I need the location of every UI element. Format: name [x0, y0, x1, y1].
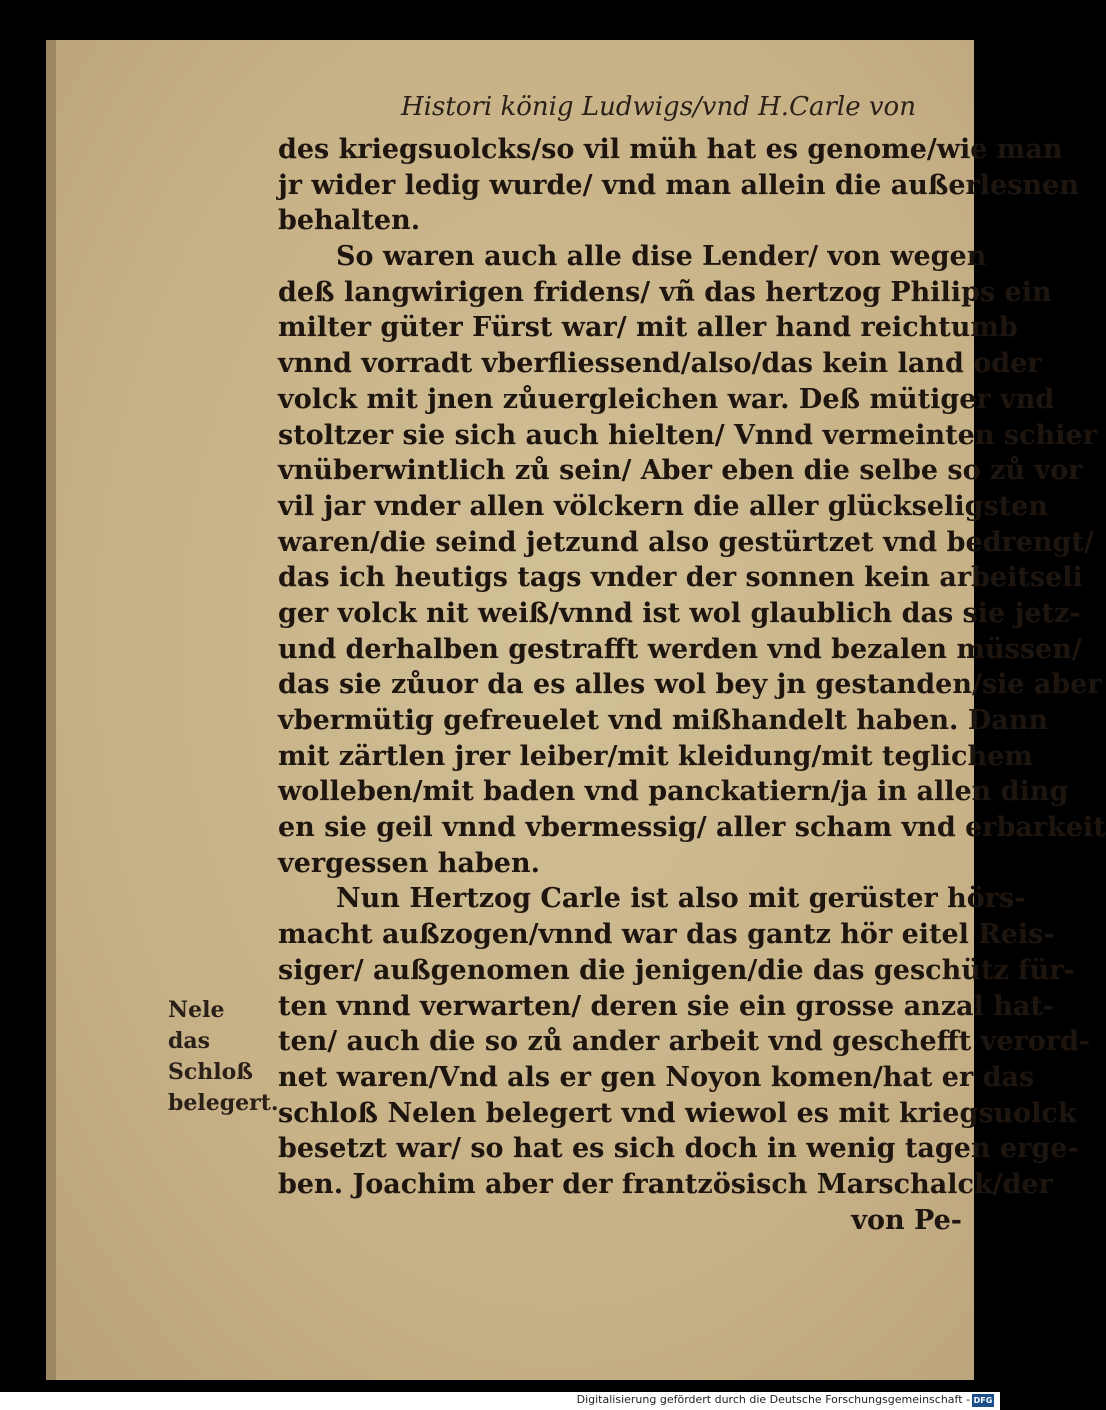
text-line: jr wider ledig wurde/ vnd man allein die außerlesnen — [278, 169, 1079, 201]
text-line: vbermütig gefreuelet vnd mißhandelt haben. Dann — [278, 705, 1049, 736]
catchword: von Pe- — [851, 1204, 962, 1236]
text-line: ten vnnd verwarten/ deren sie ein grosse anzal hat- — [278, 990, 1054, 1022]
text-line: So waren auch alle dise Lender/ von wegen — [336, 241, 987, 273]
text-line: ten/ auch die so zů ander arbeit vnd geschefft verord- — [278, 1026, 1091, 1058]
text-line: Nun Hertzog Carle ist also mit gerüster hörs- — [336, 883, 1026, 915]
margin-note-line: belegert. — [168, 1090, 279, 1116]
text-line: ger volck nit weiß/vnnd ist wol glaublich das sie jetz- — [278, 597, 1081, 629]
text-line: vergessen haben. — [278, 847, 540, 879]
text-line: en sie geil vnnd vbermessig/ aller scham vnd erbarkeit — [278, 812, 1106, 844]
text-line: und derhalben gestrafft werden vnd bezalen müssen/ — [278, 633, 1082, 665]
text-line: vnnd vorradt vberfliessend/also/das kein land oder — [278, 348, 1042, 380]
text-line: besetzt war/ so hat es sich doch in wenig tagen erge- — [278, 1133, 1079, 1165]
margin-note-line: Nele das — [168, 997, 225, 1054]
main-text — [278, 132, 1106, 1238]
text-line: vnüberwintlich zů sein/ Aber eben die selbe so zů vor — [278, 455, 1083, 487]
text-line: vil jar vnder allen völckern die aller glückseligsten — [278, 490, 1048, 522]
text-line: macht außzogen/vnnd war das gantz hör eitel Reis- — [278, 919, 1055, 951]
margin-note-line: Schloß — [168, 1059, 254, 1085]
text-line: das sie zůuor da es alles wol bey jn gestanden/sie aber — [278, 669, 1102, 701]
text-line: milter güter Fürst war/ mit aller hand reichtumb — [278, 312, 1018, 344]
margin-note — [168, 995, 279, 1119]
funding-notice: Digitalisierung gefördert durch die Deutsche Forschungsgemeinschaft - — [576, 1393, 970, 1406]
dfg-logo-icon: DFG — [973, 1396, 993, 1405]
book-page — [46, 40, 1106, 1380]
text-line: stoltzer sie sich auch hielten/ Vnnd vermeinten schier — [278, 419, 1097, 451]
text-line: schloß Nelen belegert vnd wiewol es mit kriegsuolck — [278, 1097, 1077, 1129]
text-line: das ich heutigs tags vnder der sonnen kein arbeitseli — [278, 562, 1083, 594]
text-line: ben. Joachim aber der frantzösisch Marschalck/der — [278, 1168, 1053, 1200]
text-line: siger/ außgenomen die jenigen/die das geschütz für- — [278, 954, 1075, 986]
text-line: deß langwirigen fridens/ vñ das hertzog Philips ein — [278, 276, 1052, 308]
text-line: wolleben/mit baden vnd panckatiern/ja in allen ding — [278, 776, 1069, 808]
text-line: des kriegsuolcks/so vil müh hat es genome/wie man — [278, 134, 1063, 165]
running-head: Histori könig Ludwigs/vnd H.Carle von — [401, 92, 916, 122]
text-line: behalten. — [278, 205, 421, 237]
text-line: mit zärtlen jrer leiber/mit kleidung/mit teglichem — [278, 740, 1033, 772]
page-edge — [46, 40, 56, 1380]
text-line: net waren/Vnd als er gen Noyon komen/hat er das — [278, 1061, 1035, 1093]
text-line: volck mit jnen zůuergleichen war. Deß mütiger vnd — [278, 383, 1055, 415]
footer-bar — [0, 1392, 1000, 1410]
text-line: waren/die seind jetzund also gestürtzet vnd bedrengt/ — [278, 526, 1094, 558]
